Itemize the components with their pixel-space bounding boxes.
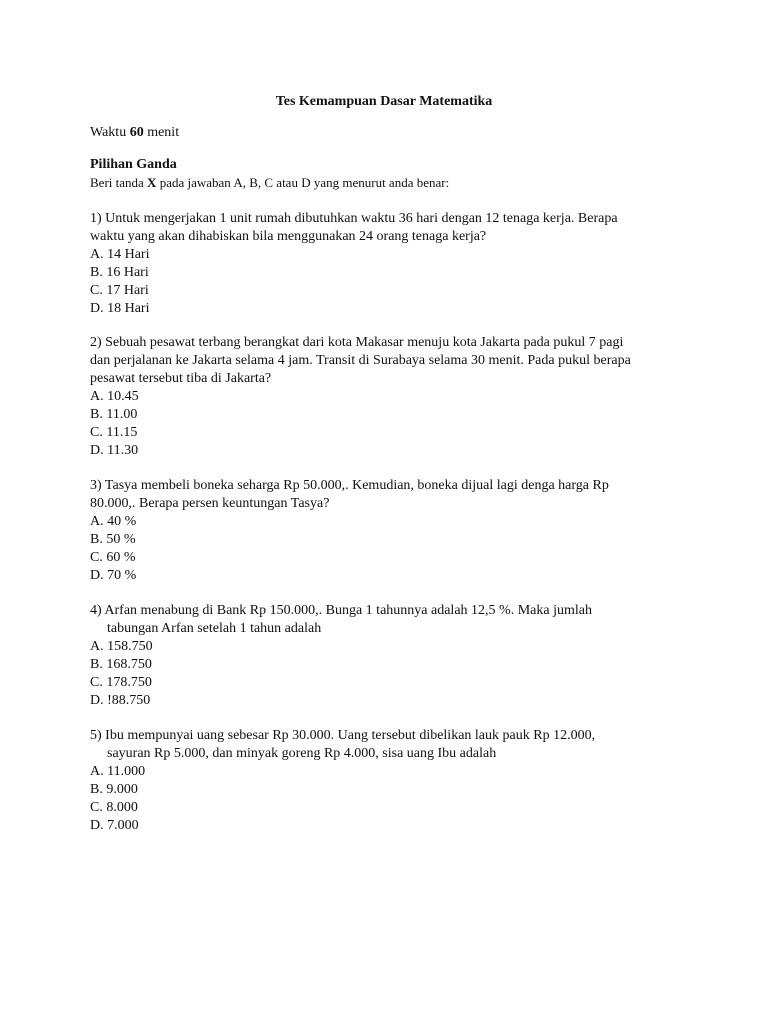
answer-options [90, 638, 690, 710]
option-c[interactable]: C. 178.750 [90, 675, 152, 690]
question-3 [90, 477, 690, 585]
option-a[interactable]: A. 14 Hari [90, 247, 150, 262]
time-value: 60 [129, 125, 144, 140]
question-4 [90, 602, 690, 710]
instruction-suffix: pada jawaban A, B, C atau D yang menurut anda benar: [156, 175, 450, 190]
option-a[interactable]: A. 11.000 [90, 764, 146, 779]
option-d[interactable]: D. 11.30 [90, 443, 139, 458]
option-c[interactable]: C. 11.15 [90, 425, 138, 440]
option-a[interactable]: A. 158.750 [90, 639, 153, 654]
option-a[interactable]: A. 40 % [90, 514, 137, 529]
document-title: Tes Kemampuan Dasar Matematika [275, 94, 493, 109]
option-c[interactable]: C. 60 % [90, 550, 136, 565]
time-limit [90, 124, 179, 142]
option-b[interactable]: B. 50 % [90, 532, 136, 547]
question-text-line: dan perjalanan ke Jakarta selama 4 jam. Transit di Surabaya selama 30 menit. Pada pukul berapa [90, 353, 631, 368]
answer-options [90, 763, 690, 835]
question-text-line: waktu yang akan dihabiskan bila menggunakan 24 orang tenaga kerja? [90, 229, 487, 244]
option-d[interactable]: D. 70 % [90, 568, 137, 583]
instruction [90, 174, 449, 192]
answer-options [90, 246, 690, 318]
question-text-line: tabungan Arfan setelah 1 tahun adalah [107, 621, 322, 636]
option-b[interactable]: B. 9.000 [90, 782, 138, 797]
option-c[interactable]: C. 8.000 [90, 800, 138, 815]
question-text-line: 3) Tasya membeli boneka seharga Rp 50.000,. Kemudian, boneka dijual lagi denga harga Rp [90, 478, 609, 493]
answer-options [90, 388, 690, 460]
question-1 [90, 210, 690, 318]
time-suffix: menit [143, 125, 180, 140]
option-d[interactable]: D. 18 Hari [90, 301, 150, 316]
question-text-line: pesawat tersebut tiba di Jakarta? [90, 371, 272, 386]
answer-options [90, 513, 690, 585]
question-text-line: 2) Sebuah pesawat terbang berangkat dari kota Makasar menuju kota Jakarta pada pukul 7 pagi [90, 335, 624, 350]
question-text-line: 80.000,. Berapa persen keuntungan Tasya? [90, 496, 330, 511]
option-d[interactable]: D. !88.750 [90, 693, 151, 708]
section-heading: Pilihan Ganda [90, 157, 177, 172]
instruction-mark: X [147, 175, 157, 190]
question-text-line: 5) Ibu mempunyai uang sebesar Rp 30.000. Uang tersebut dibelikan lauk pauk Rp 12.000, [90, 728, 596, 743]
question-text-line: sayuran Rp 5.000, dan minyak goreng Rp 4.000, sisa uang Ibu adalah [107, 746, 497, 761]
option-b[interactable]: B. 16 Hari [90, 265, 149, 280]
time-prefix: Waktu [90, 125, 130, 140]
question-text-line: 4) Arfan menabung di Bank Rp 150.000,. Bunga 1 tahunnya adalah 12,5 %. Maka jumlah [90, 603, 592, 618]
question-2 [90, 334, 690, 460]
option-b[interactable]: B. 11.00 [90, 407, 138, 422]
option-b[interactable]: B. 168.750 [90, 657, 152, 672]
option-c[interactable]: C. 17 Hari [90, 283, 149, 298]
question-text-line: 1) Untuk mengerjakan 1 unit rumah dibutuhkan waktu 36 hari dengan 12 tenaga kerja. Berapa [90, 211, 618, 226]
option-d[interactable]: D. 7.000 [90, 818, 139, 833]
question-5 [90, 727, 690, 835]
option-a[interactable]: A. 10.45 [90, 389, 139, 404]
instruction-prefix: Beri tanda [90, 175, 148, 190]
